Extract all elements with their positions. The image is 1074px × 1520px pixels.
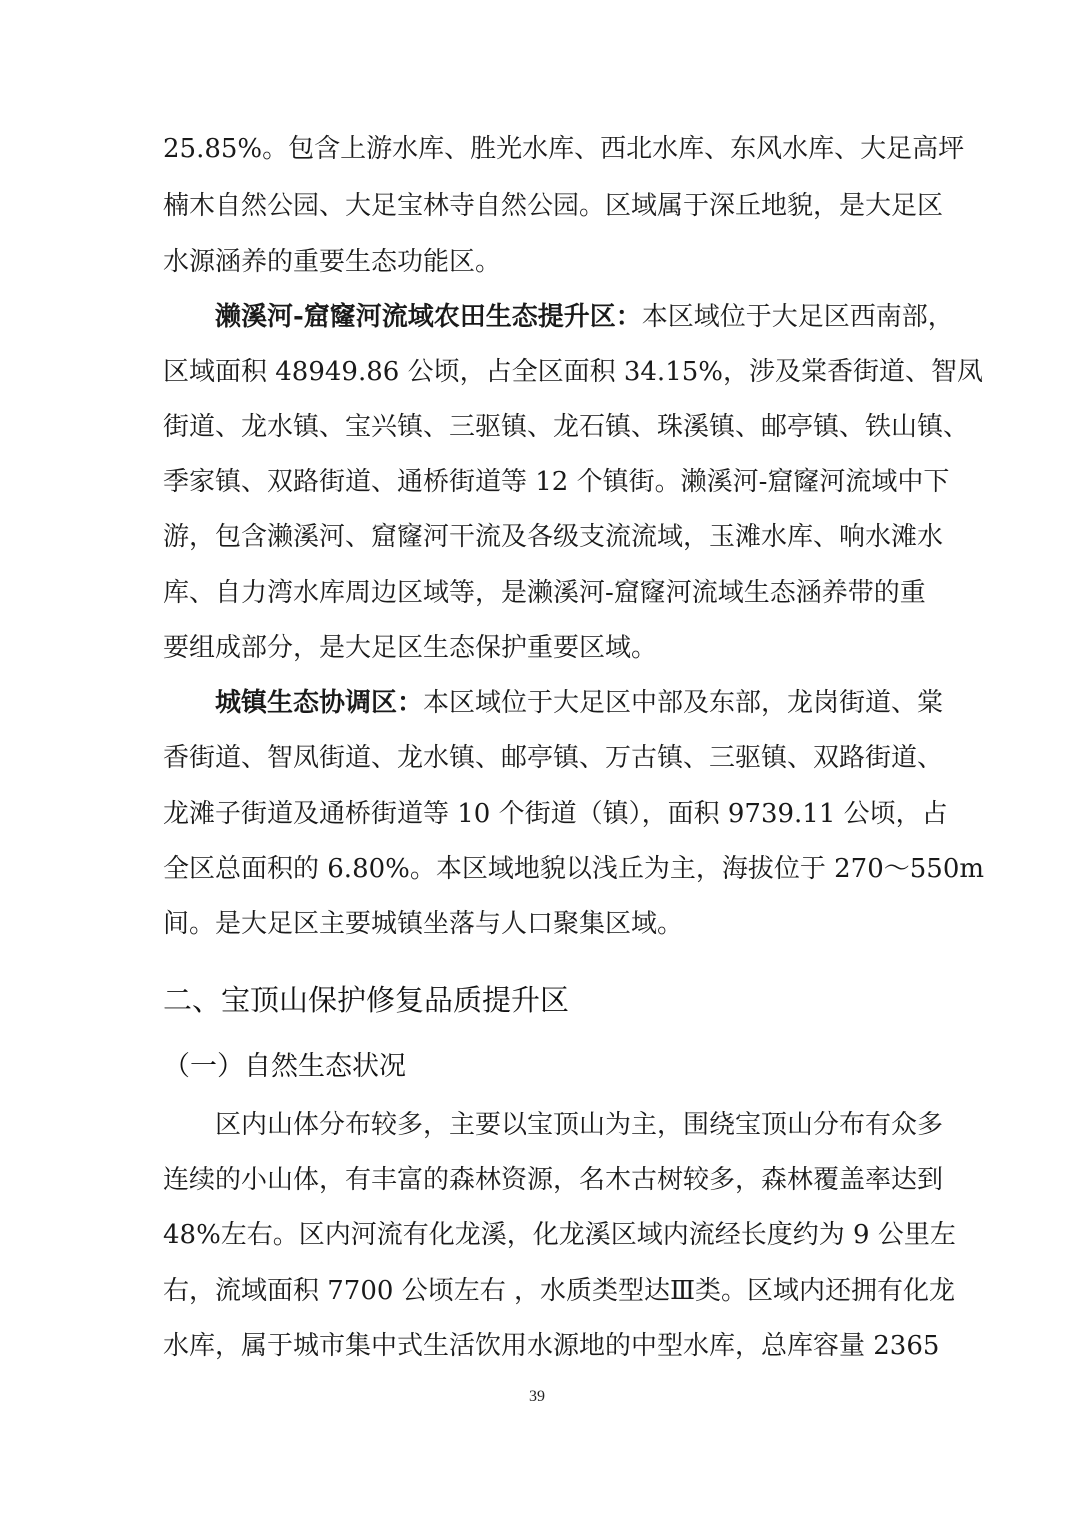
paragraph-line: 香街道、智凤街道、龙水镇、邮亭镇、万古镇、三驱镇、双路街道、	[163, 743, 944, 773]
paragraph-line: 街道、龙水镇、宝兴镇、三驱镇、龙石镇、珠溪镇、邮亭镇、铁山镇、	[163, 412, 970, 442]
paragraph-line: 季家镇、双路街道、通桥街道等 12 个镇街。濑溪河-窟窿河流域中下	[163, 467, 950, 497]
paragraph-line: 水源涵养的重要生态功能区。	[163, 247, 502, 277]
paragraph-text: 本区域位于大足区中部及东部，龙岗街道、棠	[423, 688, 944, 718]
paragraph-line: 全区总面积的 6.80%。本区域地貌以浅丘为主，海拔位于 270～550m	[163, 854, 985, 884]
paragraph-line: 水库，属于城市集中式生活饮用水源地的中型水库，总库容量 2365	[163, 1331, 940, 1361]
paragraph-line: 48%左右。区内河流有化龙溪，化龙溪区域内流经长度约为 9 公里左	[163, 1220, 956, 1250]
paragraph-line: 连续的小山体，有丰富的森林资源，名木古树较多，森林覆盖率达到	[163, 1165, 944, 1195]
paragraph-lead-term: 城镇生态协调区：	[215, 688, 424, 718]
paragraph-line: 游，包含濑溪河、窟窿河干流及各级支流流域，玉滩水库、响水滩水	[163, 522, 944, 552]
paragraph-line: 要组成部分，是大足区生态保护重要区域。	[163, 633, 658, 663]
paragraph-line: 25.85%。包含上游水库、胜光水库、西北水库、东风水库、大足高坪	[163, 134, 965, 164]
subsection-heading: （一）自然生态状况	[163, 1051, 406, 1082]
paragraph-first-line: 区内山体分布较多，主要以宝顶山为主，围绕宝顶山分布有众多	[215, 1110, 944, 1140]
paragraph-line: 楠木自然公园、大足宝林寺自然公园。区域属于深丘地貌，是大足区	[163, 191, 944, 221]
paragraph-line: 区域面积 48949.86 公顷，占全区面积 34.15%，涉及棠香街道、智凤	[163, 357, 983, 387]
paragraph-line: 龙滩子街道及通桥街道等 10 个街道（镇），面积 9739.11 公顷，占	[163, 799, 948, 829]
paragraph-lead-term: 濑溪河-窟窿河流域农田生态提升区：	[215, 302, 642, 332]
paragraph-line: 右，流域面积 7700 公顷左右 ，水质类型达Ⅲ类。区域内还拥有化龙	[163, 1276, 956, 1306]
paragraph-line: 间。是大足区主要城镇坐落与人口聚集区域。	[163, 909, 684, 939]
paragraph-first-line	[215, 300, 954, 334]
section-heading: 二、宝顶山保护修复品质提升区	[163, 983, 570, 1017]
page-number: 39	[529, 1388, 545, 1405]
paragraph-text: 本区域位于大足区西南部，	[641, 302, 954, 332]
paragraph-first-line	[215, 686, 944, 720]
paragraph-line: 库、自力湾水库周边区域等，是濑溪河-窟窿河流域生态涵养带的重	[163, 578, 926, 608]
